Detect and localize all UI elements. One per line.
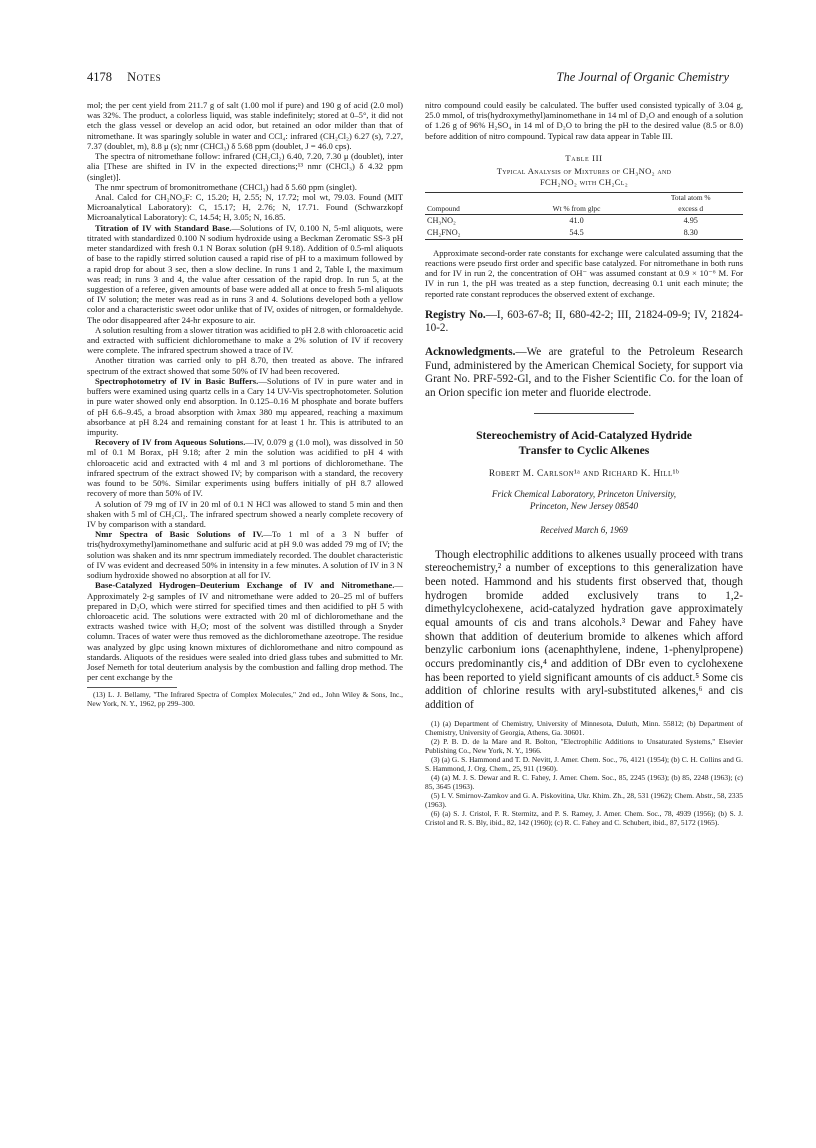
paragraph-text: —Approximately 2-g samples of IV and nitromethane were added to 20–25 ml of buffers prepared in D₂O, which were stirred for specified times and then acidified to pH 5 with chloroacetic acid. The solutions were extracted with 20 ml of dichloromethane and the extracts washed twice with H₂O; most of the solvent was distilled through a Snyder column. Traces of water were thus removed as the dichloromethane azeotrope. The residue was analyzed by glpc using known mixtures of dichloromethane and nitro compound as standards. Aliquots of the residues were sealed into dried glass tubes and submitted to Mr. Josef Nemeth for total deuterium analysis by the combustion and falling drop method. The per cent exchange by the <box>87 580 403 683</box>
article-authors: Robert M. Carlson¹ᵃ and Richard K. Hill¹ᵇ <box>488 469 680 480</box>
paragraph-recovery <box>87 437 403 498</box>
table-cell-total: 4.95 <box>683 216 698 226</box>
left-column <box>87 100 403 709</box>
article-footnotes <box>425 719 743 827</box>
journal-name: The Journal of Organic Chemistry <box>556 70 729 84</box>
run-in-heading: Base-Catalyzed Hydrogen–Deuterium Exchange of IV and Nitromethane. <box>95 580 395 591</box>
paragraph-nmr <box>87 529 403 580</box>
table-header-empty <box>425 192 515 203</box>
footnote: (3) (a) G. S. Hammond and T. D. Nevitt, J. Amer. Chem. Soc., 76, 4121 (1954); (b) C. H. Collins and G. S. Hammond, J. Org. Chem., 25, 911 (1960). <box>425 754 743 773</box>
received-date: Received March 6, 1969 <box>540 525 628 536</box>
acknowledgments-text: —We are grateful to the Petroleum Research Fund, administered by the American Chemical Society, for support via Grant No. PRF-592-Gl, and to the Fisher Scientific Co. for the loan of an Orion specific ion meter and fluoride electrode. <box>425 346 743 400</box>
paragraph: mol; the per cent yield from 211.7 g of salt (1.00 mol if pure) and 190 g of acid (2.0 mol) was 32%. The product, a colorless liquid, was stable indefinitely; stored at 0–5°, it did not etch the glass vessel or develop an acid odor, but retained an odor milder than that of nitromethane. It was sparingly soluble in water and CCl₄: infrared (CH₂Cl₂) 6.27 (s), 7.27, 7.37 (doublet, m), 8.8 μ (s); nmr (CHCl₃) δ 5.68 ppm (doublet, J = 46.0 cps). <box>87 100 403 151</box>
paragraph: The nmr spectrum of bromonitromethane (CHCl₃) had δ 5.60 ppm (singlet). <box>95 181 357 192</box>
footnote: (2) P. B. D. de la Mare and R. Bolton, "Electrophilic Additions to Unsaturated Systems," Elsevier Publishing Co., New York, N. Y., 1966. <box>425 736 743 755</box>
article-title-line: Stereochemistry of Acid-Catalyzed Hydride <box>476 428 692 442</box>
section-name: Notes <box>127 70 162 84</box>
paragraph: Another titration was carried only to pH 8.70, then treated as above. The infrared spectrum of the extract showed that some 50% of IV had been recovered. <box>87 355 403 376</box>
paragraph: nitro compound could easily be calculated. The buffer used consisted typically of 3.04 g, 25.0 mmol, of tris(hydroxymethyl)aminomethane in 14 ml of D₂O and enough of a solution of 1.26 g of 96% H₂SO₄ in 14 ml of D₂O to bring the pH to the desired value (8.5 or 8.0) before addition of nitro compound. Typical raw data appear in Table III. <box>425 100 743 141</box>
table-caption-line: Typical Analysis of Mixtures of CH₃NO₂ and <box>496 166 672 177</box>
table-header-total-l1: Total atom % <box>638 192 743 203</box>
run-in-heading: Spectrophotometry of IV in Basic Buffers. <box>95 375 259 386</box>
run-in-heading: Nmr Spectra of Basic Solutions of IV. <box>95 529 264 540</box>
paragraph: A solution resulting from a slower titration was acidified to pH 2.8 with chloroacetic acid and extracted with sufficient dichloromethane to make a 2% solution of IV if recovery were complete. The infrared spectrum showed a trace of IV. <box>87 324 403 356</box>
acknowledgments-heading: Acknowledgments. <box>425 346 516 359</box>
registry-text: —I, 603-67-8; II, 680-42-2; III, 21824-09-9; IV, 21824-10-2. <box>425 308 744 335</box>
table-header-wt: Wt % from glpc <box>515 204 639 215</box>
footnote: (6) (a) S. J. Cristol, F. R. Stermitz, and P. S. Ramey, J. Amer. Chem. Soc., 78, 4939 (1956); (b) S. J. Cristol and R. S. Bly, ibid., 82, 142 (1960); (c) R. C. Fahey and C. Schubert, ibid., 87, 5172 (1965). <box>425 808 743 827</box>
footnote: (4) (a) M. J. S. Dewar and R. C. Fahey, J. Amer. Chem. Soc., 85, 2245 (1963); (b) 85, 2248 (1963); (c) 85, 3645 (1963). <box>425 772 743 791</box>
table-header-empty <box>515 192 639 203</box>
paragraph-text: —To 1 ml of a 3 N buffer of tris(hydroxymethyl)aminomethane and sulfuric acid at pH 9.0 was added 79 mg of IV; the solution was shaken and its nmr spectrum immediately recorded. The doublet characteristic of IV was evident and decreased 50% in intensity in a few minutes. A solution of IV in 3 N sodium hydroxide showed no absorption at all for IV. <box>87 529 403 581</box>
run-in-heading: Recovery of IV from Aqueous Solutions. <box>95 437 246 448</box>
paragraph-spectrophotometry <box>87 376 403 437</box>
paragraph-text: —IV, 0.079 g (1.0 mol), was dissolved in 50 ml of 0.1 M Borax, pH 9.18; after 2 min the solution was acidified to pH 4 with chloroacetic acid and extracted with 4 ml and 3 ml portions of dichloromethane. The infrared spectrum of the extract showed IV; by comparison with a standard, the recovery was found to be 50%. Similar experiments using buffers initially of pH 8.7 allowed recovery of more than 50% of IV. <box>87 437 403 499</box>
acknowledgments-paragraph <box>425 346 743 401</box>
footnote-rule <box>87 687 177 688</box>
footnotes <box>87 691 403 709</box>
article-title-line: Transfer to Cyclic Alkenes <box>518 444 650 458</box>
affiliation-line: Frick Chemical Laboratory, Princeton University, <box>491 489 677 500</box>
table-cell-compound: CH₃NO₂ <box>427 216 456 226</box>
article-affiliation <box>425 489 743 513</box>
header-left <box>87 70 173 85</box>
paragraph-text: —Solutions of IV, 0.100 N, 5-ml aliquots, were titrated with standardized 0.100 N sodium hydroxide using a Beckman Zeromatic SS-3 pH meter standardized with fresh 0.1 N Borax solution (pH 9.18). Addition of 0.5-ml aliquots of base to the rapidly stirred solution caused a rapid rise of pH to a maximum followed by a rapid drop for about 3 sec, then a slow decline. In runs 1 and 2, Table I, the maximum was read; in runs 3 and 4, the value after cessation of the rapid drop. In run 5, at the suggestion of a referee, given amounts of base were added all at once to fresh 5-ml aliquots of IV solution; the meter was read as in runs 3 and 4. Solutions developed both a yellow color and a characteristic sweet odor unlike that of IV, oxides of nitrogen, or formaldehyde. The odor disappeared after 24-hr exposure to air. <box>87 222 403 325</box>
article-body: Though electrophilic additions to alkenes usually proceed with trans stereochemistry,² a number of exceptions to this generalization have been noted. Hammond and his students first observed that, though hydrogen bromide added exclusively trans to 1,2-dimethylcyclohexene, acid-catalyzed hydration gave approximately equal amounts of cis and trans alcohols.³ Dewar and Fahey have shown that addition of deuterium bromide to alkenes which afford benzylic carbonium ions (acenaphthylene, indene, 1-phenylpropene) occurs predominantly cis,⁴ and addition of DBr even to cyclohexene has been reported to yield significant amounts of cis adduct.⁵ Some cis addition of chlorine results with aryl-substituted alkenes,⁶ and cis addition of <box>425 548 743 711</box>
table-cell-compound: CH₂FNO₂ <box>425 227 515 239</box>
run-in-heading: Titration of IV with Standard Base. <box>95 222 232 233</box>
registry-paragraph <box>425 309 743 336</box>
table-header-compound: Compound <box>425 204 515 215</box>
analysis-paragraph: Anal. Calcd for CH₂NO₂F: C, 15.20; H, 2.55; N, 17.72; mol wt, 79.03. Found (MIT Microanalytical Laboratory): C, 15.17; H, 2.76; N, 17.71. Found (Schwarzkopf Microanalytical Laboratory): C, 14.54; H, 3.05; N, 16.85. <box>87 191 403 223</box>
right-column <box>425 100 743 827</box>
article-title <box>425 428 743 459</box>
table-cell-total: 8.30 <box>638 227 743 239</box>
table-row <box>425 215 743 227</box>
paragraph-titration <box>87 223 403 325</box>
table-cell-wt: 41.0 <box>569 216 584 226</box>
table-caption-line: FCH₂NO₂ with CH₂Cl₂ <box>539 177 629 188</box>
table-iii <box>425 153 743 240</box>
paragraph-exchange <box>87 580 403 682</box>
affiliation-line: Princeton, New Jersey 08540 <box>529 501 639 512</box>
article-divider <box>534 413 634 414</box>
footnote: (1) (a) Department of Chemistry, University of Minnesota, Duluth, Minn. 55812; (b) Department of Chemistry, University of Georgia, Athens, Ga. 30601. <box>425 718 743 737</box>
paragraph-text: —Solutions of IV in pure water and in buffers were examined using quartz cells in a Cary 14 UV-Vis spectrophotometer. Solution in pure water showed only end absorption. In 0.125–0.16 M phosphate and borate buffers of pH 6.6–9.45, a broad absorption with λmax 380 mμ appeared, reaching a maximum absorbance at pH 8.24 and remaining constant for at least 1 hr. This is attributed to an impurity. <box>87 375 403 437</box>
paragraph: Approximate second-order rate constants for exchange were calculated assuming that the reactions were pseudo first order and specific base catalyzed. For nitromethane in both runs and for IV in run 2, the concentration of OH⁻ was assumed constant at 0.9 × 10⁻⁶ M. For IV in run 1, the pH was treated as a step function, decreasing 0.1 unit each minute; the reported rate constant reproduces the observed extent of exchange. <box>425 247 743 299</box>
table-row <box>425 227 743 239</box>
footnote: (5) I. V. Smirnov-Zamkov and G. A. Piskovitina, Ukr. Khim. Zh., 28, 531 (1962); Chem. Abstr., 58, 2335 (1963). <box>425 790 743 809</box>
table-header-total-l2: excess d <box>638 204 743 215</box>
paragraph: The spectra of nitromethane follow: infrared (CH₂Cl₂) 6.40, 7.20, 7.30 μ (doublet), inter alia [These are shifted in IV in the expected directions;¹³ nmr (CHCl₃) δ 4.32 ppm (singlet)]. <box>87 151 403 182</box>
table-cell-wt: 54.5 <box>515 227 639 239</box>
paragraph: A solution of 79 mg of IV in 20 ml of 0.1 N HCl was allowed to stand 5 min and then shaken with 5 ml of CH₂Cl₂. The infrared spectrum showed a nearly complete recovery of IV by comparison with a standard. <box>87 498 403 529</box>
footnote: (13) L. J. Bellamy, "The Infrared Spectra of Complex Molecules," 2nd ed., John Wiley & Sons, Inc., New York, N. Y., 1962, pp 299–300. <box>87 690 403 709</box>
registry-heading: Registry No. <box>425 308 486 321</box>
table-caption <box>425 166 743 187</box>
running-header <box>87 70 729 88</box>
table-title: Table III <box>565 152 603 163</box>
data-table <box>425 192 743 240</box>
page-number: 4178 <box>87 70 112 84</box>
